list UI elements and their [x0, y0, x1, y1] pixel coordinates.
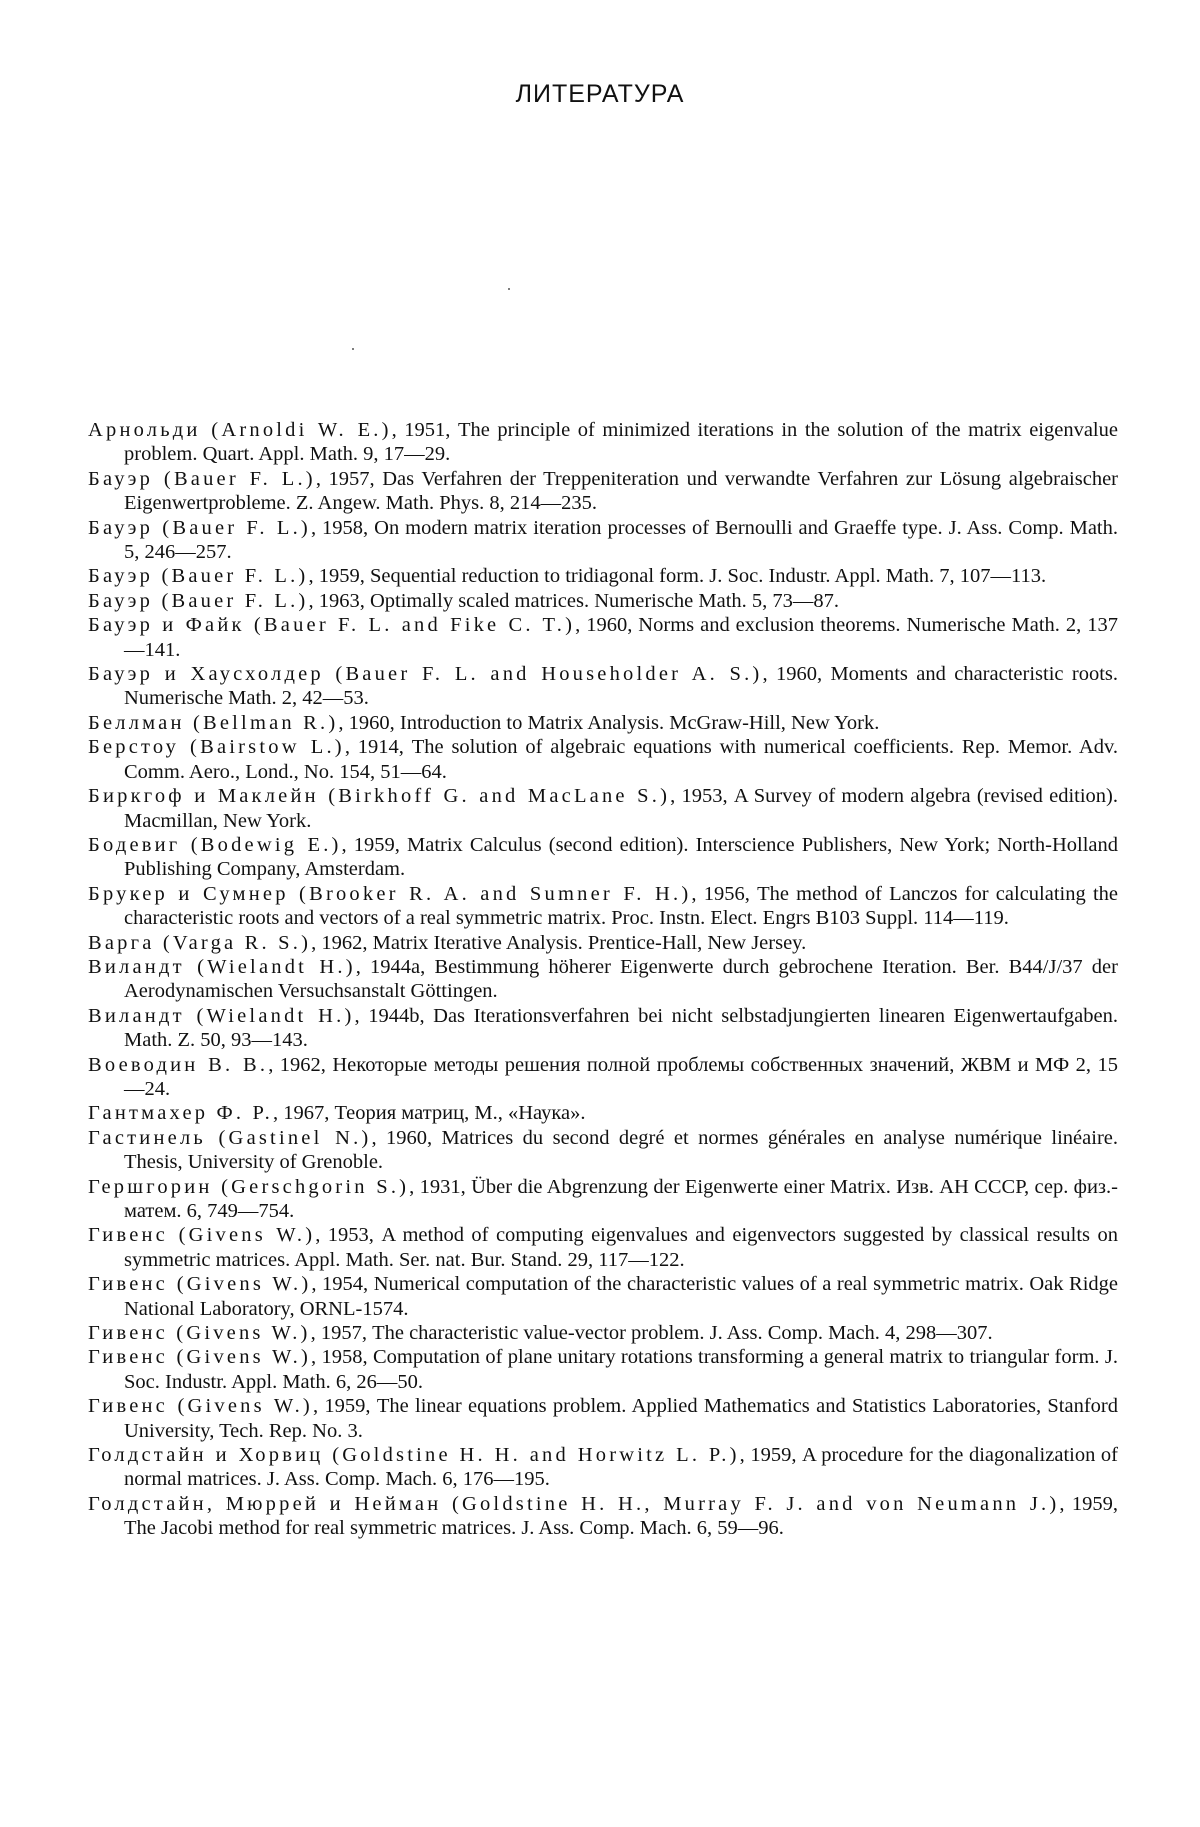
reference-entry — [88, 589, 1118, 613]
reference-author: Гивенс (Givens W.) — [88, 1346, 312, 1369]
reference-entry — [88, 1175, 1118, 1224]
scan-speck — [352, 348, 354, 350]
reference-author: Варга (Varga R. S.) — [88, 931, 312, 954]
reference-entry — [88, 711, 1118, 735]
reference-entry — [88, 1101, 1118, 1125]
reference-entry — [88, 882, 1118, 931]
reference-details: , 1959, The Jacobi method for real symmetric matrices. J. Ass. Comp. Mach. 6, 59—96. — [124, 1492, 1118, 1540]
reference-entry — [88, 955, 1118, 1004]
reference-author: Гивенс (Givens W.) — [88, 1224, 316, 1247]
scan-speck — [508, 288, 510, 290]
reference-author: Гивенс (Givens W.) — [88, 1395, 313, 1418]
reference-details: , 1944b, Das Iterationsverfahren bei nicht selbstadjungierten linearen Eigenwertaufgaben. Math. Z. 50, 93—143. — [124, 1004, 1118, 1052]
reference-author: Гершгорин (Gerschgorin S.) — [88, 1175, 410, 1198]
reference-author: Бауэр (Bauer F. L.) — [88, 589, 309, 612]
reference-author: Бауэр (Bauer F. L.) — [88, 565, 309, 588]
reference-entry — [88, 564, 1118, 588]
reference-entry — [88, 1223, 1118, 1272]
reference-details: , 1956, The method of Lanczos for calculating the characteristic roots and vectors of a real symmetric matrix. Proc. Instn. Elect. Engrs B103 Suppl. 114—119. — [124, 882, 1118, 930]
reference-details: , 1960, Moments and characteristic roots. Numerische Math. 2, 42—53. — [124, 663, 1118, 710]
reference-author: Виландт (Wielandt H.) — [88, 955, 356, 978]
reference-author: Бауэр и Файк (Bauer F. L. and Fike C. T.) — [88, 614, 576, 637]
reference-entry — [88, 1004, 1118, 1053]
reference-author: Бауэр (Bauer F. L.) — [88, 516, 311, 539]
reference-details: , 1931, Über die Abgrenzung der Eigenwerte einer Matrix. Изв. АН СССР, сер. физ.-матем. 6, 749—754. — [124, 1175, 1118, 1222]
reference-entry — [88, 1443, 1118, 1492]
reference-entry — [88, 467, 1118, 516]
reference-entry — [88, 1126, 1118, 1175]
reference-details: , 1959, The linear equations problem. Applied Mathematics and Statistics Laboratories, Stanford University, Tech. Rep. No. 3. — [124, 1395, 1118, 1442]
reference-author: Гастинель (Gastinel N.) — [88, 1126, 372, 1149]
reference-author: Бодевиг (Bodewig E.) — [88, 833, 342, 856]
reference-author: Бауэр и Хаусхолдер (Bauer F. L. and Householder A. S.) — [88, 663, 763, 686]
reference-details: , 1954, Numerical computation of the characteristic values of a real symmetric matrix. Oak Ridge National Laboratory, ORNL-1574. — [124, 1273, 1118, 1320]
reference-author: Голдстайн и Хорвиц (Goldstine H. H. and Horwitz L. P.) — [88, 1444, 740, 1467]
reference-author: Гантмахер Ф. Р. — [88, 1102, 273, 1125]
reference-details: , 1963, Optimally scaled matrices. Numerische Math. 5, 73—87. — [308, 589, 840, 612]
reference-entry — [88, 1394, 1118, 1443]
reference-author: Брукер и Сумнер (Brooker R. A. and Sumner F. H.) — [88, 882, 692, 905]
reference-entry — [88, 1321, 1118, 1345]
reference-entry — [88, 735, 1118, 784]
reference-details: , 1944a, Bestimmung höherer Eigenwerte durch gebrochene Iteration. Ber. B44/J/37 der Aerodynamischen Versuchsanstalt Göttingen. — [124, 955, 1118, 1003]
reference-details: , 1957, Das Verfahren der Treppeniteration und verwandte Verfahren zur Lösung algebraischer Eigenwertprobleme. Z. Angew. Math. Phys. 8, 214—235. — [124, 467, 1118, 515]
reference-details: , 1951, The principle of minimized iterations in the solution of the matrix eigenvalue problem. Quart. Appl. Math. 9, 17—29. — [124, 419, 1118, 466]
reference-details: , 1960, Introduction to Matrix Analysis. McGraw-Hill, New York. — [338, 711, 880, 734]
reference-entry — [88, 931, 1118, 955]
reference-details: , 1914, The solution of algebraic equations with numerical coefficients. Rep. Memor. Adv. Comm. Aero., Lond., No. 154, 51—64. — [124, 736, 1118, 783]
reference-entry — [88, 516, 1118, 565]
page-title: ЛИТЕРАТУРА — [515, 80, 685, 108]
reference-author: Голдстайн, Мюррей и Нейман (Goldstine H. H., Murray F. J. and von Neumann J.) — [88, 1492, 1060, 1515]
reference-author: Беллман (Bellman R.) — [88, 711, 339, 734]
reference-entry — [88, 784, 1118, 833]
reference-author: Арнольди (Arnoldi W. E.) — [88, 419, 392, 441]
reference-details: , 1953, A method of computing eigenvalues and eigenvectors suggested by classical results on symmetric matrices. Appl. Math. Ser. nat. Bur. Stand. 29, 117—122. — [124, 1224, 1118, 1271]
reference-author: Бауэр (Bauer F. L.) — [88, 467, 316, 490]
reference-details: , 1958, Computation of plane unitary rotations transforming a general matrix to triangular form. J. Soc. Industr. Appl. Math. 6, 26—50. — [124, 1346, 1118, 1393]
reference-author: Берстоу (Bairstow L.) — [88, 736, 345, 759]
reference-author: Гивенс (Givens W.) — [88, 1273, 312, 1296]
reference-details: , 1959, A procedure for the diagonalization of normal matrices. J. Ass. Comp. Mach. 6, 176—195. — [124, 1444, 1118, 1491]
reference-list — [88, 418, 1118, 1541]
reference-details: , 1959, Sequential reduction to tridiagonal form. J. Soc. Industr. Appl. Math. 7, 107—113. — [308, 565, 1047, 588]
reference-author: Гивенс (Givens W.) — [88, 1322, 311, 1345]
reference-entry — [88, 1272, 1118, 1321]
reference-entry — [88, 1492, 1118, 1541]
reference-details: , 1953, A Survey of modern algebra (revised edition). Macmillan, New York. — [124, 785, 1118, 832]
reference-details: , 1967, Теория матриц, М., «Наука». — [272, 1102, 586, 1125]
reference-details: , 1958, On modern matrix iteration processes of Bernoulli and Graeffe type. J. Ass. Comp. Math. 5, 246—257. — [124, 516, 1119, 564]
reference-details: , 1962, Matrix Iterative Analysis. Prentice-Hall, New Jersey. — [311, 931, 807, 954]
reference-details: , 1962, Некоторые методы решения полной проблемы собственных значений, ЖВМ и МФ 2, 15—24. — [124, 1053, 1118, 1100]
reference-author: Виландт (Wielandt H.) — [88, 1004, 355, 1027]
reference-entry — [88, 833, 1118, 882]
reference-entry — [88, 613, 1118, 662]
reference-entry — [88, 1053, 1118, 1102]
reference-author: Воеводин В. В. — [88, 1053, 269, 1076]
reference-details: , 1960, Norms and exclusion theorems. Numerische Math. 2, 137—141. — [124, 614, 1118, 661]
reference-details: , 1957, The characteristic value-vector problem. J. Ass. Comp. Mach. 4, 298—307. — [310, 1322, 993, 1345]
reference-entry — [88, 662, 1118, 711]
reference-details: , 1959, Matrix Calculus (second edition). Interscience Publishers, New York; North-Holland Publishing Company, Amsterdam. — [124, 833, 1118, 881]
reference-entry — [88, 418, 1118, 467]
reference-details: , 1960, Matrices du second degré et normes générales en analyse numérique linéaire. Thesis, University of Grenoble. — [124, 1126, 1118, 1174]
reference-author: Биркгоф и Маклейн (Birkhoff G. and MacLane S.) — [88, 785, 671, 808]
reference-entry — [88, 1345, 1118, 1394]
